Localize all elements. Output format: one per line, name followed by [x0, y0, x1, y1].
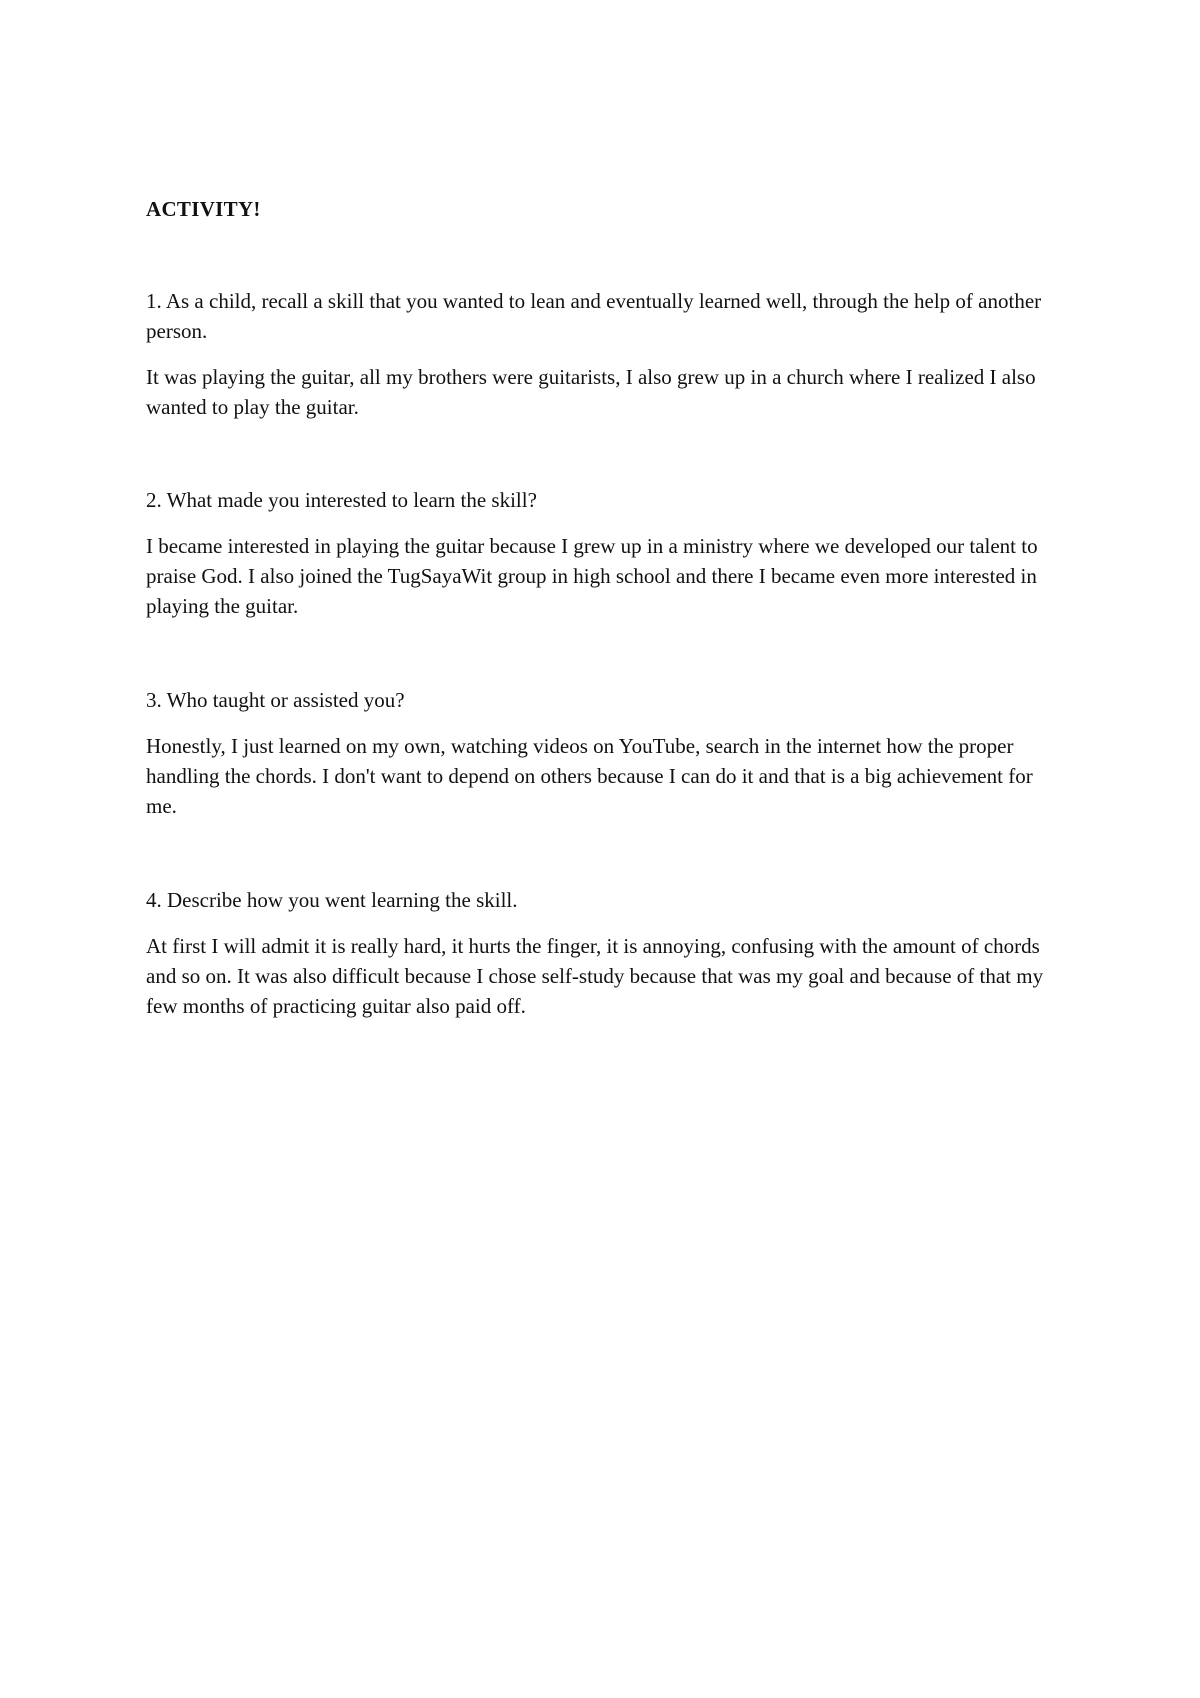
question-3: 3. Who taught or assisted you? — [146, 688, 405, 712]
answer-4: At first I will admit it is really hard, it hurts the finger, it is annoying, confusing with the amount of chords and so on. It was also difficult because I chose self-study because that was my goal and because of that my few months of practicing guitar also paid off. — [146, 934, 1044, 1018]
question-1: 1. As a child, recall a skill that you wanted to lean and eventually learned well, through the help of another person. — [146, 289, 1042, 343]
answer-1: It was playing the guitar, all my brothers were guitarists, I also grew up in a church where I realized I also wanted to play the guitar. — [146, 365, 1036, 419]
document-title: ACTIVITY! — [146, 197, 261, 221]
answer-2: I became interested in playing the guitar because I grew up in a ministry where we developed our talent to praise God. I also joined the TugSayaWit group in high school and there I became even more interested in playing the guitar. — [146, 534, 1038, 618]
question-2: 2. What made you interested to learn the skill? — [146, 488, 537, 512]
answer-3: Honestly, I just learned on my own, watching videos on YouTube, search in the internet how the proper handling the chords. I don't want to depend on others because I can do it and that is a big achievement for me. — [146, 734, 1033, 818]
question-4: 4. Describe how you went learning the skill. — [146, 888, 518, 912]
